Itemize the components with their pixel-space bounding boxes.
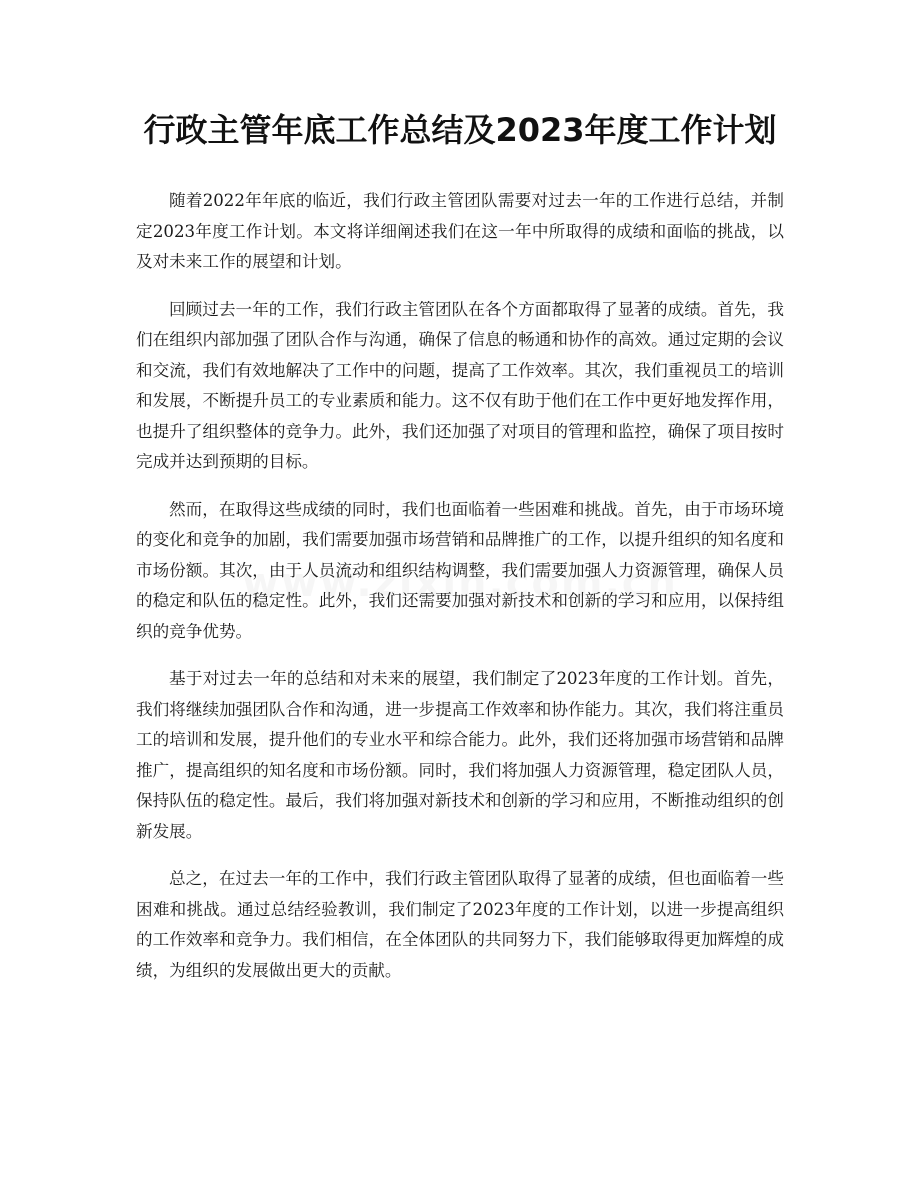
- paragraph-plan: 基于对过去一年的总结和对未来的展望，我们制定了2023年度的工作计划。首先，我们将继续加强团队合作和沟通，进一步提高工作效率和协作能力。其次，我们将注重员工的培训和发展，提升他们的专业水平和综合能力。此外，我们还将加强市场营销和品牌推广，提高组织的知名度和市场份额。同时，我们将加强人力资源管理，稳定团队人员，保持队伍的稳定性。最后，我们将加强对新技术和创新的学习和应用，不断推动组织的创新发展。: [136, 669, 784, 841]
- paragraph-challenges: 然而，在取得这些成绩的同时，我们也面临着一些困难和挑战。首先，由于市场环境的变化和竞争的加剧，我们需要加强市场营销和品牌推广的工作，以提升组织的知名度和市场份额。其次，由于人员流动和组织结构调整，我们需要加强人力资源管理，确保人员的稳定和队伍的稳定性。此外，我们还需要加强对新技术和创新的学习和应用，以保持组织的竞争优势。: [136, 499, 784, 641]
- document-body: [136, 186, 784, 1003]
- paragraph-conclusion: 总之，在过去一年的工作中，我们行政主管团队取得了显著的成绩，但也面临着一些困难和挑战。通过总结经验教训，我们制定了2023年度的工作计划，以进一步提高组织的工作效率和竞争力。我们相信，在全体团队的共同努力下，我们能够取得更加辉煌的成绩，为组织的发展做出更大的贡献。: [136, 869, 784, 980]
- paragraph-intro: 随着2022年年底的临近，我们行政主管团队需要对过去一年的工作进行总结，并制定2023年度工作计划。本文将详细阐述我们在这一年中所取得的成绩和面临的挑战，以及对未来工作的展望和计划。: [136, 191, 784, 271]
- document-title: 行政主管年底工作总结及2023年度工作计划: [143, 111, 777, 149]
- paragraph-review: 回顾过去一年的工作，我们行政主管团队在各个方面都取得了显著的成绩。首先，我们在组织内部加强了团队合作与沟通，确保了信息的畅通和协作的高效。通过定期的会议和交流，我们有效地解决了工作中的问题，提高了工作效率。其次，我们重视员工的培训和发展，不断提升员工的专业素质和能力。这不仅有助于他们在工作中更好地发挥作用，也提升了组织整体的竞争力。此外，我们还加强了对项目的管理和监控，确保了项目按时完成并达到预期的目标。: [136, 299, 784, 471]
